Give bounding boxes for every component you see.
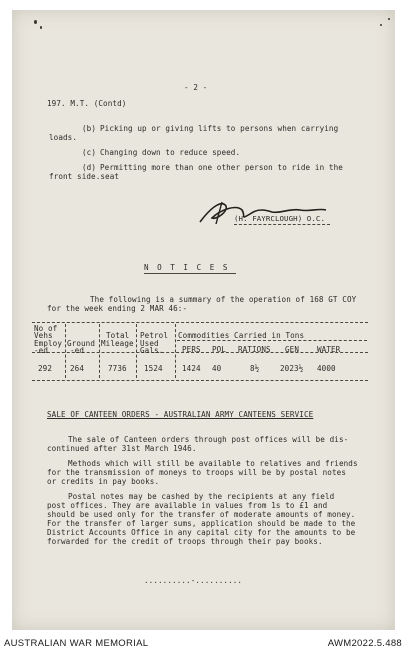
th-ground-1: Ground [67,339,96,348]
end-mark: ..........-.......... [144,576,243,585]
th-water: WATER [317,345,341,354]
para2-line1: Methods which will still be available to relatives and friends [68,459,358,468]
item-b-line1: Picking up or giving lifts to persons when carrying [100,124,339,133]
cell-water: 4000 [317,364,336,373]
th-vehs-2: Vehs [34,331,53,340]
cell-gen: 2023½ [280,364,304,373]
th-vehs-4: -ed [34,346,49,355]
table-col-divider [175,324,176,378]
cell-pol: 40 [212,364,222,373]
page-number: - 2 - [184,83,208,92]
summary-intro-line2: for the week ending 2 MAR 46:- [47,304,188,313]
th-mileage-1: Total [106,331,130,340]
item-b-label: (b) [82,124,97,133]
table-bottom-rule [32,380,368,381]
th-commodities: Commodities Carried in Tons [178,331,305,340]
cell-petrol: 1524 [144,364,163,373]
para3-line4: For the transfer of larger sums, application should be made to the [47,519,356,528]
item-d-line1: Permitting more than one other person to ride in the [100,163,343,172]
item-d-label: (d) [82,163,97,172]
para1-line2: continued after 31st March 1946. [47,444,197,453]
cell-rations: 8½ [250,364,260,373]
table-col-divider [99,324,100,378]
ink-speck [380,24,382,26]
para3-line2: post offices. They are available in values from 1s to £1 and [47,501,328,510]
th-petrol-1: Petrol [140,331,169,340]
item-d-line2: front side.seat [49,172,120,181]
para3-line1: Postal notes may be cashed by the recipients at any field [68,492,335,501]
th-pol: POL [212,345,227,354]
th-rations: RATIONS [238,345,271,354]
item-b-line2: loads. [49,133,78,142]
item-heading: 197. M.T. (Contd) [47,99,127,108]
cell-mileage: 7736 [108,364,127,373]
ink-speck [34,20,37,24]
para2-line2: for the transmission of moneys to troops will be by postal notes [47,468,346,477]
ink-speck [388,18,390,20]
item-c-label: (c) [82,148,97,157]
th-pers: PERS [182,345,201,354]
para3-line6: forwarded for the credit of troops through their pay books. [47,537,323,546]
th-petrol-2: Used [140,339,159,348]
summary-intro-line1: The following is a summary of the operation of 168 GT COY [90,295,357,304]
cell-grounded: 264 [70,364,85,373]
table-top-rule [32,322,368,323]
table-col-divider [136,324,137,378]
cell-employed: 292 [38,364,53,373]
para1-line1: The sale of Canteen orders through post offices will be dis- [68,435,349,444]
document-page [12,10,395,630]
para2-line3: or credits in pay books. [47,477,160,486]
footer-archive-name: AUSTRALIAN WAR MEMORIAL [4,638,149,649]
footer-accession-number: AWM2022.5.488 [327,638,402,649]
th-vehs-1: No of [34,324,58,333]
signature-underline [234,224,330,225]
table-col-divider [65,324,66,378]
cell-pers: 1424 [182,364,201,373]
th-mileage-2: Mileage [101,339,134,348]
th-vehs-3: Employ [34,339,63,348]
th-petrol-3: Gals. [140,346,164,355]
notices-underline [144,273,236,274]
th-ground-2: -ed [70,346,85,355]
item-c-line1: Changing down to reduce speed. [100,148,241,157]
th-gen: GEN [285,345,300,354]
commodities-rule [177,340,367,341]
section-title: SALE OF CANTEEN ORDERS - AUSTRALIAN ARMY CANTEENS SERVICE [47,410,314,419]
ink-speck [40,26,42,29]
para3-line5: District Accounts Office in any capital city for the amounts to be [47,528,356,537]
notices-title: N O T I C E S [144,263,230,272]
signature-name: (H. FAYRCLOUGH) O.C. [234,214,325,223]
para3-line3: should be used only for the transfer of moderate amounts of money. [47,510,356,519]
